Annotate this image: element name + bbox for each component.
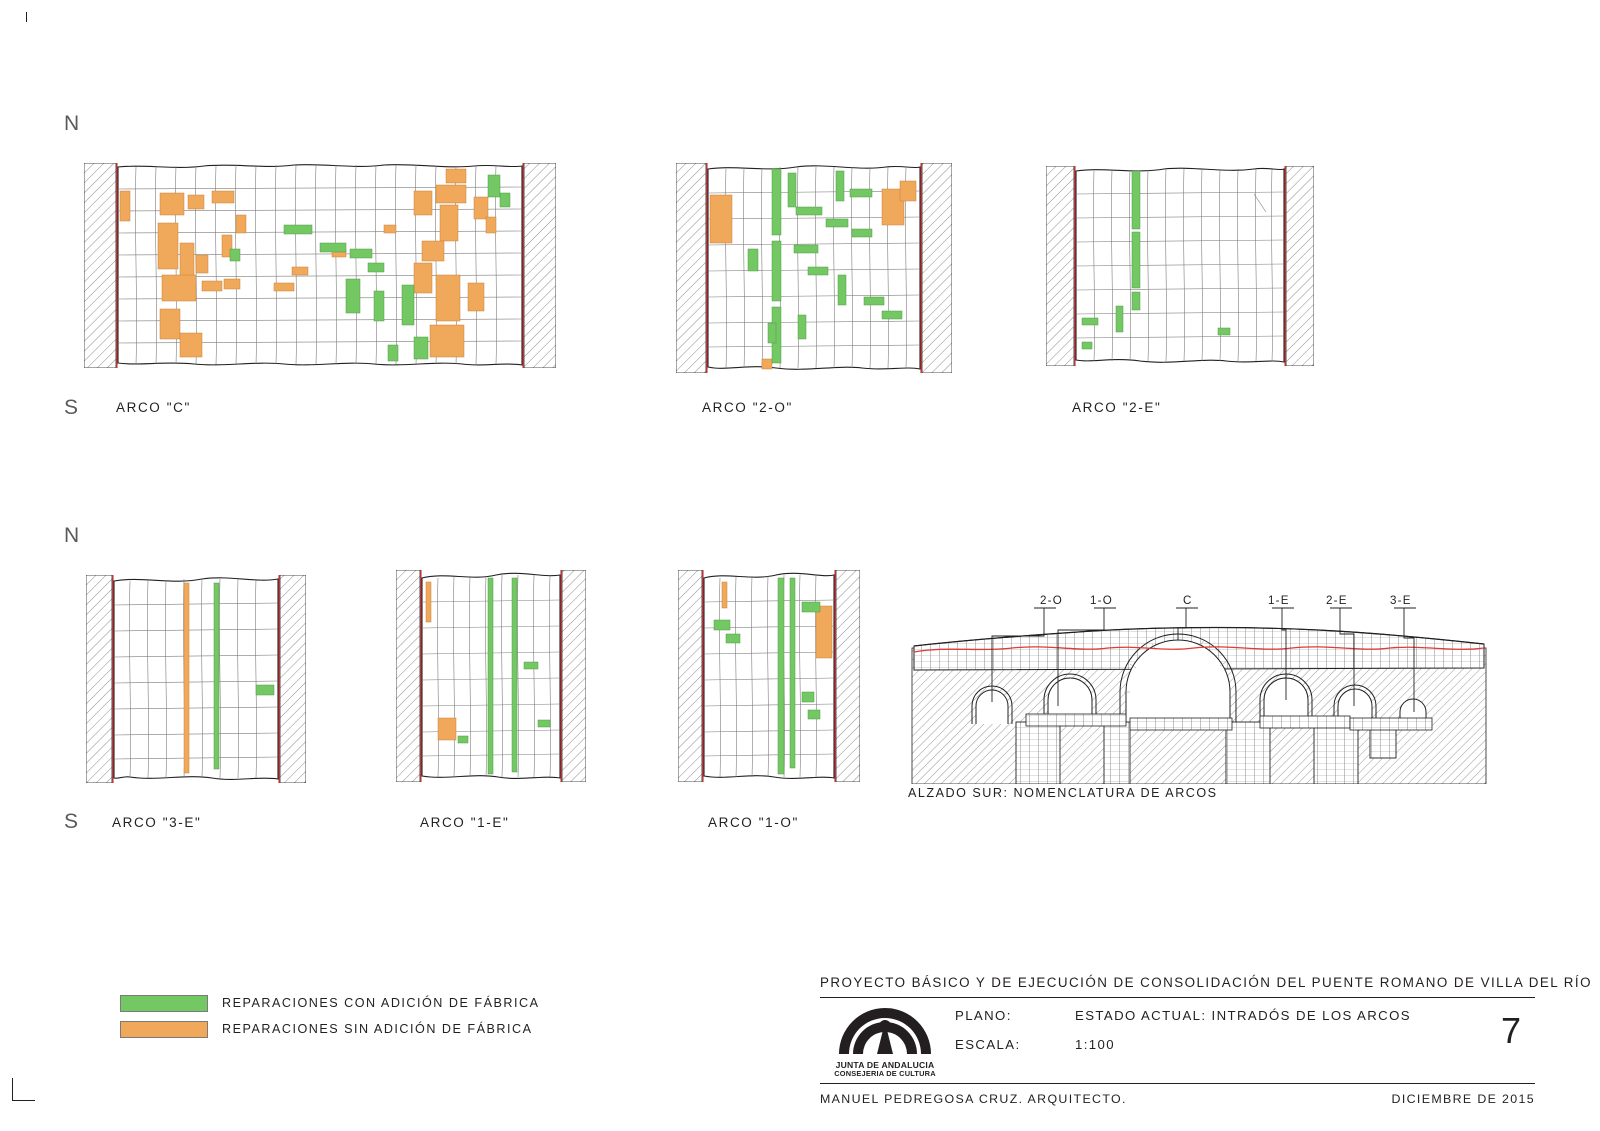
corner-mark-bottom-left xyxy=(12,1078,35,1101)
logo-name: JUNTA DE ANDALUCIA xyxy=(835,1060,935,1070)
logo-subtitle: CONSEJERIA DE CULTURA xyxy=(834,1069,936,1079)
legend-swatch-green xyxy=(120,995,208,1012)
legend xyxy=(120,990,539,1042)
title-block-body xyxy=(820,998,1535,1083)
plano-row xyxy=(955,1008,1411,1037)
elevation-arch-name-2o: 2-O xyxy=(1040,594,1063,607)
panel-arco-c xyxy=(84,163,556,368)
escala-value: 1:100 xyxy=(1075,1037,1116,1052)
elevation-arch-name-2e: 2-E xyxy=(1326,594,1348,607)
label-arco-3e: ARCO "3-E" xyxy=(112,815,202,830)
panel-arco-2o xyxy=(676,163,952,373)
corner-mark-top-left xyxy=(26,12,27,22)
escala-row xyxy=(955,1037,1411,1066)
compass-south-row1: S xyxy=(64,396,80,419)
legend-item-orange xyxy=(120,1016,539,1042)
compass-north-row2: N xyxy=(64,524,81,547)
author: MANUEL PEDREGOSA CRUZ. ARQUITECTO. xyxy=(820,1092,1127,1106)
label-arco-c: ARCO "C" xyxy=(116,400,191,415)
elevation-arch-name-1o: 1-O xyxy=(1090,594,1113,607)
legend-swatch-orange xyxy=(120,1021,208,1038)
project-title: PROYECTO BÁSICO Y DE EJECUCIÓN DE CONSOLIDACIÓN DEL PUENTE ROMANO DE VILLA DEL RÍO xyxy=(820,975,1592,990)
elevation-arch-name-1e: 1-E xyxy=(1268,594,1290,607)
panel-south-elevation xyxy=(908,596,1490,784)
plano-key: PLANO: xyxy=(955,1008,1012,1023)
legend-label-green: REPARACIONES CON ADICIÓN DE FÁBRICA xyxy=(222,996,540,1010)
label-arco-1e: ARCO "1-E" xyxy=(420,815,510,830)
junta-andalucia-logo xyxy=(830,1004,940,1078)
panel-arco-3e xyxy=(86,575,306,783)
label-arco-2o: ARCO "2-O" xyxy=(702,400,793,415)
panel-arco-2e xyxy=(1046,166,1314,366)
title-block-footer xyxy=(820,1084,1535,1106)
andalucia-arch-icon xyxy=(833,1004,937,1056)
legend-label-orange: REPARACIONES SIN ADICIÓN DE FÁBRICA xyxy=(222,1022,533,1036)
elevation-caption: ALZADO SUR: NOMENCLATURA DE ARCOS xyxy=(908,786,1218,800)
plano-value: ESTADO ACTUAL: INTRADÓS DE LOS ARCOS xyxy=(1075,1008,1411,1023)
escala-key: ESCALA: xyxy=(955,1037,1021,1052)
elevation-arch-name-c: C xyxy=(1183,594,1193,607)
title-block xyxy=(820,975,1592,1106)
label-arco-2e: ARCO "2-E" xyxy=(1072,400,1162,415)
panel-arco-1o xyxy=(678,570,860,782)
panel-arco-1e xyxy=(396,570,586,782)
date: DICIEMBRE DE 2015 xyxy=(1391,1092,1535,1106)
elevation-arch-name-3e: 3-E xyxy=(1390,594,1412,607)
legend-item-green xyxy=(120,990,539,1016)
title-block-fields xyxy=(955,1008,1411,1066)
label-arco-1o: ARCO "1-O" xyxy=(708,815,799,830)
compass-north-row1: N xyxy=(64,112,81,135)
compass-south-row2: S xyxy=(64,810,80,833)
sheet-number: 7 xyxy=(1500,1010,1521,1051)
